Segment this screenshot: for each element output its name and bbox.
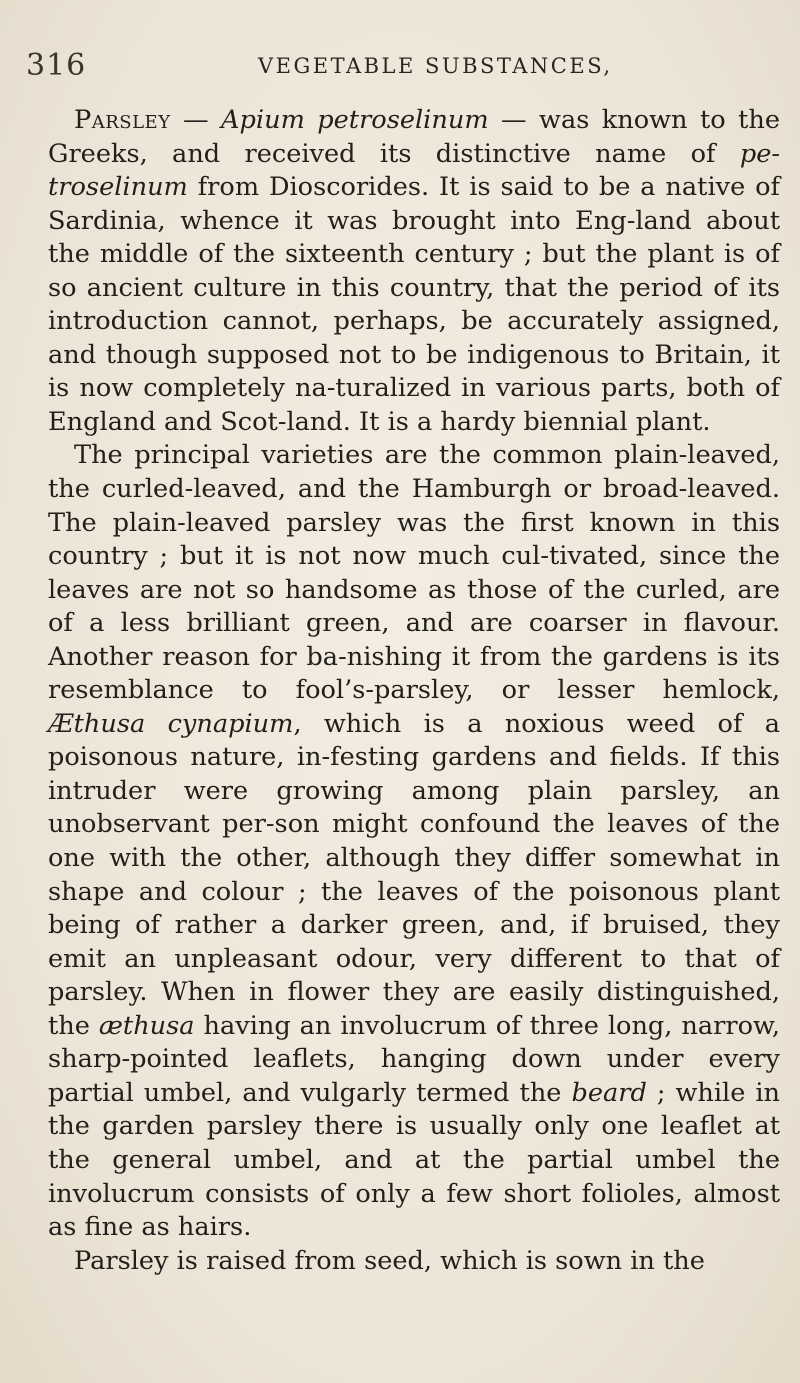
page-number: 316 bbox=[26, 48, 87, 83]
text-segment: having an involucrum of three long, narrow, sharp-pointed leaflets, hanging down under every partial umbel, and vulgarly termed the bbox=[48, 1010, 780, 1108]
entry-heading: Parsley bbox=[74, 105, 171, 135]
body-text bbox=[48, 104, 780, 1278]
paragraph-parsley-intro bbox=[48, 104, 780, 439]
text-segment: , which is a noxious weed of a poisonous nature, in-festing gardens and fields. If this intruder were growing among plain parsley, an unobservant per-son might confound the leaves of the one with the other, although they differ somewhat in shape and colour ; the leaves of the poisonous plant being of rather a darker green, and, if bruised, they emit an unpleasant odour, very different to that of parsley. When in flower they are easily distinguished, the bbox=[48, 708, 780, 1041]
text-segment: — bbox=[170, 105, 222, 135]
latin-name: æthusa bbox=[98, 1010, 195, 1041]
paragraph-cultivation bbox=[48, 1245, 780, 1279]
text-segment: from Dioscorides. It is said to be a native of Sardinia, whence it was brought into Eng-land about the middle of the sixteenth century ; but the plant is of so ancient culture in this country, that the period of its introduction cannot, perhaps, be accurately assigned, and though supposed not to be indigenous to Britain, it is now completely na-turalized in various parts, both of England and Scot-land. It is a hardy biennial plant. bbox=[48, 172, 780, 437]
latin-name: pe-troselinum bbox=[48, 138, 780, 203]
text-segment: ; while in the garden parsley there is usually only one leaflet at the general umbel, and at the partial umbel the involucrum consists of only a few short folioles, almost as fine as hairs. bbox=[48, 1077, 780, 1243]
latin-name: Æthusa cynapium bbox=[48, 708, 294, 739]
text-segment: — was known to the Greeks, and received its distinctive name of bbox=[48, 105, 780, 169]
paragraph-varieties bbox=[48, 439, 780, 1244]
text-segment: The principal varieties are the common plain-leaved, the curled-leaved, and the Hamburgh or broad-leaved. The plain-leaved parsley was the first known in this country ; but it is not now much cul-tivated, since the leaves are not so handsome as those of the curled, are of a less brilliant green, and are coarser in flavour. Another reason for ba-nishing it from the gardens is its resemblance to fool’s-parsley, or lesser hemlock, bbox=[48, 440, 780, 706]
text-segment: Parsley is raised from seed, which is sown in the bbox=[74, 1245, 705, 1276]
running-head: VEGETABLE SUBSTANCES, bbox=[258, 54, 613, 78]
italic-term: beard bbox=[571, 1077, 647, 1108]
page-header bbox=[26, 48, 760, 84]
latin-name: Apium petroselinum bbox=[221, 105, 489, 135]
